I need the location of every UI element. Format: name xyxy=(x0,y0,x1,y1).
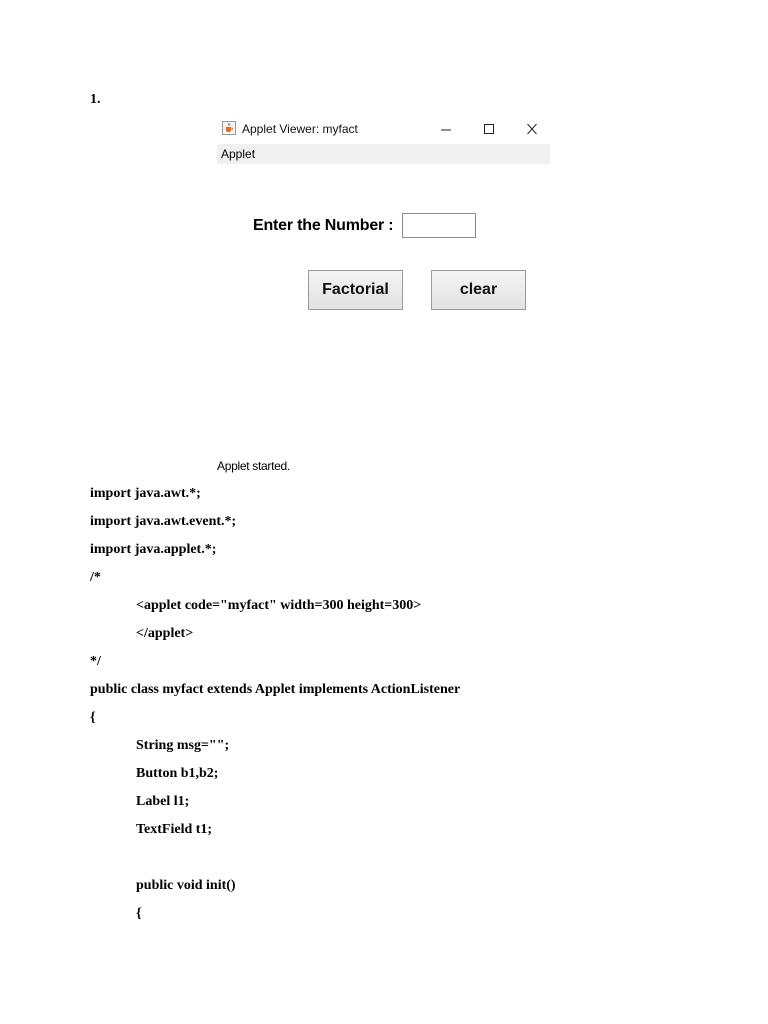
code-line: </applet> xyxy=(136,626,194,641)
applet-status-text: Applet started. xyxy=(217,459,290,473)
close-icon xyxy=(525,123,539,135)
applet-menubar xyxy=(217,144,550,164)
factorial-button[interactable]: Factorial xyxy=(308,270,403,310)
number-input[interactable] xyxy=(402,213,476,238)
maximize-button[interactable] xyxy=(474,118,504,140)
code-line: /* xyxy=(90,570,101,585)
minimize-icon xyxy=(439,123,453,135)
code-line: import java.applet.*; xyxy=(90,542,217,557)
code-line: { xyxy=(90,710,96,725)
applet-viewer-window xyxy=(217,116,550,476)
code-line: <applet code="myfact" width=300 height=300> xyxy=(136,598,422,613)
code-line: Label l1; xyxy=(136,794,190,809)
code-line: { xyxy=(136,906,142,921)
enter-number-label: Enter the Number : xyxy=(253,217,394,234)
code-line: Button b1,b2; xyxy=(136,766,219,781)
window-titlebar[interactable] xyxy=(217,116,550,144)
maximize-icon xyxy=(482,123,496,135)
code-line: String msg=""; xyxy=(136,738,230,753)
question-number: 1. xyxy=(90,92,101,107)
code-line: */ xyxy=(90,654,101,669)
code-line: public class myfact extends Applet implements ActionListener xyxy=(90,682,461,697)
code-line: import java.awt.*; xyxy=(90,486,201,501)
java-cup-icon xyxy=(222,121,236,135)
clear-button[interactable]: clear xyxy=(431,270,526,310)
menu-applet[interactable]: Applet xyxy=(221,147,256,161)
code-line: public void init() xyxy=(136,878,236,893)
close-button[interactable] xyxy=(517,118,547,140)
window-title: Applet Viewer: myfact xyxy=(242,122,358,136)
minimize-button[interactable] xyxy=(431,118,461,140)
code-line: TextField t1; xyxy=(136,822,213,837)
code-line: import java.awt.event.*; xyxy=(90,514,237,529)
